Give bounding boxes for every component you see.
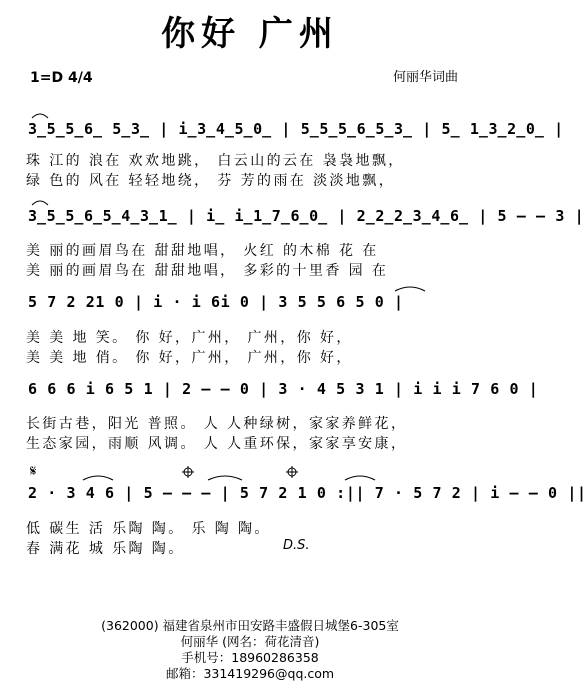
tie-mark (32, 114, 48, 118)
notation-line-1: 3̲5̲5̲6̲ 5̲3̲ | i̲3̲4̲5̲0̲ | 5̲5̲5̲6̲5̲3̲ | 5̲ 1̲3̲2̲0̲ | (28, 120, 564, 138)
tie-mark (32, 201, 48, 205)
coda-sign-2 (286, 466, 298, 478)
contact-name: 何丽华 (网名：荷花清音) (180, 634, 320, 649)
notation-line-4: 6 6 6 i 6 5 1 | 2 — — 0 | 3 · 4 5 3 1 | i i i 7 6 0 | (28, 380, 539, 398)
contact-email: 邮箱：331419296@qq.com (165, 666, 335, 681)
lyric-line-1b: 绿 色的 风在 轻轻地绕， 芬 芳的雨在 淡淡地飘， (26, 173, 396, 189)
tie-mark (208, 476, 242, 480)
dal-segno-marking: D.S. (283, 538, 310, 553)
lyric-line-5a: 低 碳生 活 乐陶 陶。 乐 陶 陶。 (26, 521, 271, 537)
notation-line-5: 2 · 3 4 6 | 5 — — — | 5 7 2 1 0 :|| 7 · 5 7 2 | i — — 0 || (28, 484, 587, 502)
segno-sign: 𝄋 (30, 462, 37, 480)
lyric-line-1a: 珠 江的 浪在 欢欢地跳， 白云山的云在 袅袅地飘， (26, 153, 405, 169)
lyric-line-3b: 美 美 地 俏。 你 好，广州， 广州，你 好， (26, 350, 353, 366)
tie-mark (395, 287, 425, 291)
tie-mark (345, 476, 375, 480)
tie-mark (83, 476, 113, 480)
lyric-line-4b: 生态家园，雨顺 风调。 人 人重环保，家家享安康， (26, 436, 408, 452)
lyric-line-2a: 美 丽的画眉鸟在 甜甜地唱， 火红 的木棉 花 在 (26, 243, 379, 259)
contact-address: (362000) 福建省泉州市田安路丰盛假日城堡6-305室 (101, 618, 399, 633)
notation-line-3: 5 7 2 21 0 | i · i 6i 0 | 3 5 5 6 5 0 | (28, 293, 404, 311)
lyric-line-3a: 美 美 地 笑。 你 好，广州， 广州，你 好， (26, 330, 353, 346)
lyric-line-5b: 春 满花 城 乐陶 陶。 (26, 541, 185, 557)
coda-sign-1 (182, 466, 194, 478)
lyric-line-2b: 美 丽的画眉鸟在 甜甜地唱， 多彩的十里香 园 在 (26, 263, 389, 279)
author-credit: 何丽华词曲 (392, 70, 458, 85)
contact-phone: 手机号：18960286358 (181, 650, 319, 665)
notation-line-2: 3̲5̲5̲6̲5̲4̲3̲1̲ | i̲ i̲1̲7̲6̲0̲ | 2̲2̲2̲3̲4̲6̲ | 5 — — 3 | (28, 207, 585, 225)
lyric-line-4a: 长街古巷，阳光 普照。 人 人种绿树，家家养鲜花， (26, 416, 408, 432)
key-signature: 1=D 4/4 (30, 70, 93, 86)
song-title: 你好 广州 (161, 14, 339, 54)
